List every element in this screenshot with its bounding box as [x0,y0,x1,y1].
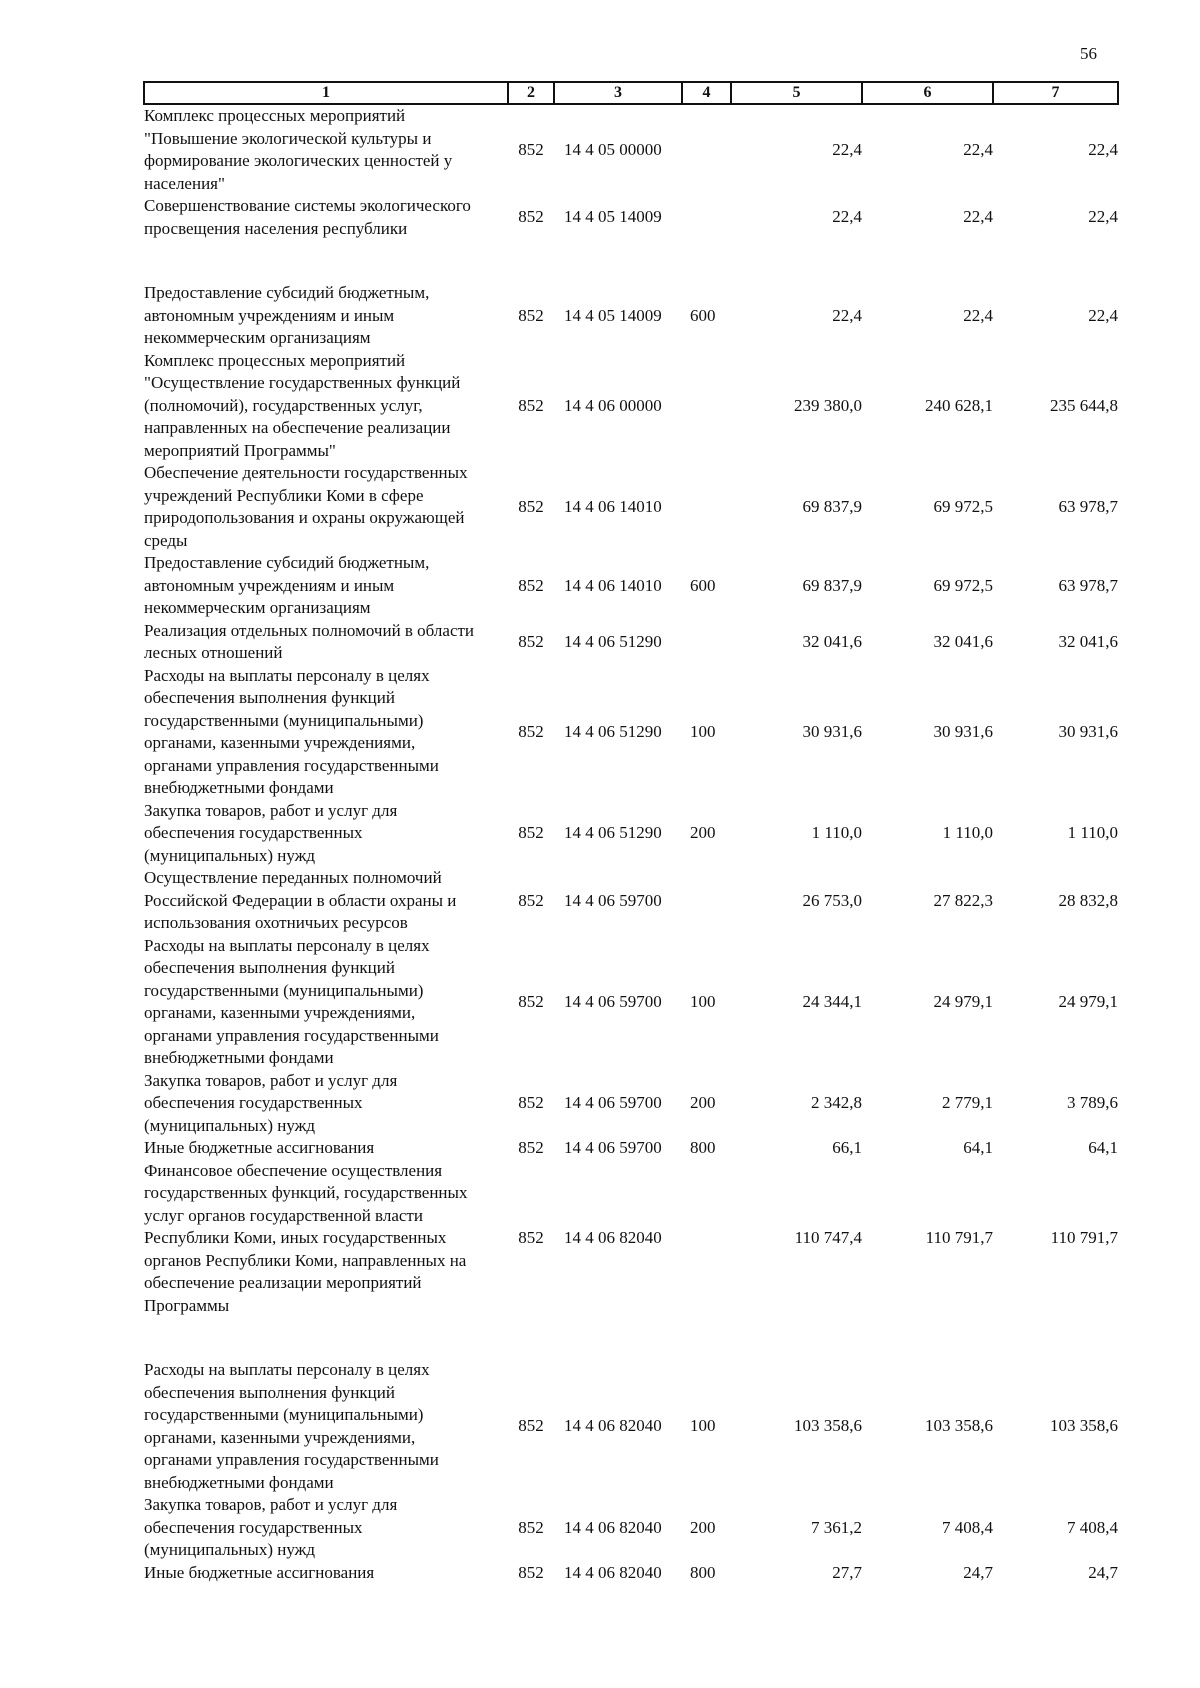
table-row [144,1562,1118,1585]
table-row [144,1137,1118,1160]
amount-col7: 64,1 [1088,1138,1118,1157]
admin-code: 852 [518,139,544,159]
target-article-code: 14 4 06 51290 [564,721,662,741]
amount-col6: 240 628,1 [925,395,993,415]
row-name-line: природопользования и охраны окружающей [144,508,465,527]
row-name-line: Предоставление субсидий бюджетным, [144,283,430,302]
row-name-line: лесных отношений [144,643,283,662]
amount-col5: 24 344,1 [802,991,862,1011]
row-name-line: Расходы на выплаты персоналу в целях [144,935,430,955]
table-row [144,800,1118,868]
amount-col7: 1 110,0 [1067,823,1118,842]
amount-col5: 22,4 [832,305,862,325]
admin-code: 852 [518,305,544,325]
row-name-line: Закупка товаров, работ и услуг для [144,800,398,820]
expense-type-code: 800 [690,1138,716,1157]
expense-type-code [682,350,731,463]
amount-col5: 69 837,9 [802,496,862,516]
table-row [144,867,1118,935]
table-row [144,1160,1118,1360]
amount-col6: 22,4 [963,305,993,325]
row-name-line: обеспечения государственных [144,823,363,842]
amount-col5: 22,4 [832,139,862,159]
row-name-line: Российской Федерации в области охраны и [144,890,457,910]
row-name-line: мероприятий Программы" [144,440,336,460]
row-name-line: государственными (муниципальными) [144,710,424,730]
amount-col7: 235 644,8 [1050,395,1118,415]
row-name-line: внебюджетными фондами [144,778,334,797]
row-name-line: Иные бюджетные ассигнования [144,1562,375,1582]
amount-col6: 110 791,7 [925,1228,993,1247]
amount-col7: 3 789,6 [1067,1093,1118,1112]
amount-col7: 22,4 [1088,207,1118,227]
amount-col5: 103 358,6 [794,1416,862,1436]
row-name-line: органами, казенными учреждениями, [144,733,416,752]
row-name [144,195,508,282]
amount-col5: 69 837,9 [802,575,862,595]
target-article-code: 14 4 06 00000 [564,395,662,415]
row-name [144,282,508,350]
table-row [144,1494,1118,1562]
column-header: 3 [554,82,682,104]
table-row [144,1070,1118,1138]
table-row [144,350,1118,463]
expense-type-code [682,195,731,282]
table-row [144,1359,1118,1494]
target-article-code: 14 4 06 59700 [564,890,662,910]
row-name-line: внебюджетными фондами [144,1472,334,1492]
row-name-line: использования охотничьих ресурсов [144,913,408,932]
target-article-code: 14 4 06 51290 [564,631,662,651]
expense-type-code [682,104,731,195]
column-header: 5 [731,82,862,104]
amount-col5: 30 931,6 [802,721,862,741]
amount-col6: 22,4 [963,207,993,227]
admin-code: 852 [518,1093,544,1112]
amount-col5: 66,1 [832,1138,862,1157]
row-name [144,620,508,665]
table-row [144,462,1118,552]
admin-code: 852 [518,1562,544,1582]
expense-type-code: 200 [690,1517,716,1537]
expense-type-code: 800 [690,1562,716,1582]
row-name-line: Реализация отдельных полномочий в области [144,620,475,640]
amount-col5: 110 747,4 [794,1228,862,1247]
row-name-line: органами, казенными учреждениями, [144,1003,416,1022]
target-article-code: 14 4 05 00000 [564,139,662,159]
row-name-line: Предоставление субсидий бюджетным, [144,553,430,572]
amount-col6: 69 972,5 [933,575,993,595]
row-name-line: "Повышение экологической культуры и [144,128,432,148]
table-row [144,620,1118,665]
admin-code: 852 [518,207,544,227]
target-article-code: 14 4 05 14009 [564,207,662,227]
row-name-line: автономным учреждениям и иным [144,305,395,325]
amount-col6: 27 822,3 [933,890,993,910]
row-name-line: некоммерческим организациям [144,598,371,617]
row-name-line: Комплекс процессных мероприятий [144,106,406,125]
row-name-line: автономным учреждениям и иным [144,575,395,595]
admin-code: 852 [518,991,544,1011]
amount-col6: 69 972,5 [933,496,993,516]
amount-col5: 239 380,0 [794,395,862,415]
row-name [144,462,508,552]
amount-col7: 30 931,6 [1058,721,1118,741]
expense-type-code: 100 [690,1416,716,1436]
row-name-line: Республики Коми, иных государственных [144,1228,447,1247]
amount-col5: 7 361,2 [811,1517,862,1537]
table-body [144,104,1118,1584]
page-number: 56 [1080,44,1097,63]
amount-col7: 24 979,1 [1058,991,1118,1011]
row-name-line: обеспечение реализации мероприятий [144,1273,422,1292]
row-name [144,1494,508,1562]
header-row [144,82,1118,104]
row-name-line: Расходы на выплаты персоналу в целях [144,665,430,685]
row-name [144,935,508,1070]
admin-code: 852 [518,1138,544,1157]
row-name [144,800,508,868]
amount-col5: 27,7 [832,1562,862,1582]
row-name-line: услуг органов государственной власти [144,1205,423,1225]
amount-col7: 24,7 [1088,1562,1118,1582]
expense-type-code: 600 [690,305,716,325]
row-name [144,350,508,463]
expense-type-code [682,867,731,935]
row-name-line: государственных функций, государственных [144,1183,468,1202]
amount-col7: 110 791,7 [1050,1228,1118,1247]
target-article-code: 14 4 06 59700 [564,991,662,1011]
amount-col6: 22,4 [963,139,993,159]
row-name-line: внебюджетными фондами [144,1048,334,1067]
expense-type-code [682,620,731,665]
row-name-line: Комплекс процессных мероприятий [144,350,406,370]
row-name [144,867,508,935]
row-name [144,1137,508,1160]
admin-code: 852 [518,1517,544,1537]
row-name-line: (полномочий), государственных услуг, [144,395,423,415]
amount-col7: 7 408,4 [1067,1517,1118,1537]
admin-code: 852 [518,1416,544,1436]
row-name-line: органами управления государственными [144,1450,439,1469]
admin-code: 852 [518,395,544,415]
target-article-code: 14 4 06 82040 [564,1228,662,1247]
amount-col5: 2 342,8 [811,1093,862,1112]
amount-col5: 26 753,0 [802,890,862,910]
row-name-line: среды [144,530,188,550]
amount-col7: 63 978,7 [1058,575,1118,595]
expense-type-code: 200 [690,823,716,842]
table-row [144,935,1118,1070]
row-name-line: обеспечения государственных [144,1093,363,1112]
amount-col7: 28 832,8 [1058,890,1118,910]
amount-col6: 24 979,1 [933,991,993,1011]
row-name-line: Закупка товаров, работ и услуг для [144,1495,398,1514]
target-article-code: 14 4 06 82040 [564,1562,662,1582]
column-header: 6 [862,82,993,104]
row-name-line: Совершенствование системы экологического [144,196,471,215]
amount-col6: 30 931,6 [933,721,993,741]
row-name-line: государственными (муниципальными) [144,1405,424,1424]
row-name-line: обеспечения выполнения функций [144,1382,395,1402]
row-name-line: Финансовое обеспечение осуществления [144,1160,443,1180]
admin-code: 852 [518,496,544,516]
target-article-code: 14 4 06 59700 [564,1138,662,1157]
target-article-code: 14 4 05 14009 [564,305,662,325]
row-name-line: населения" [144,173,225,193]
row-name [144,104,508,195]
amount-col6: 24,7 [963,1562,993,1582]
row-name-line: обеспечения выполнения функций [144,688,395,707]
target-article-code: 14 4 06 82040 [564,1416,662,1436]
expense-type-code: 600 [690,575,716,595]
row-name-line: обеспечения государственных [144,1517,363,1537]
row-name-line: направленных на обеспечение реализации [144,418,451,437]
admin-code: 852 [518,1228,544,1247]
budget-table [143,81,1119,1584]
row-name [144,1562,508,1585]
expense-type-code [682,1160,731,1360]
row-name-line: органами, казенными учреждениями, [144,1427,416,1447]
amount-col6: 64,1 [963,1138,993,1157]
row-name-line: органами управления государственными [144,1025,439,1045]
row-name-line: некоммерческим организациям [144,328,371,347]
row-name-line: формирование экологических ценностей у [144,151,453,170]
row-name-line: просвещения населения республики [144,218,408,238]
amount-col7: 22,4 [1088,305,1118,325]
column-header: 1 [144,82,508,104]
table-row [144,552,1118,620]
amount-col6: 1 110,0 [942,823,993,842]
admin-code: 852 [518,631,544,651]
row-name-line: обеспечения выполнения функций [144,958,395,977]
target-article-code: 14 4 06 59700 [564,1093,662,1112]
target-article-code: 14 4 06 51290 [564,823,662,842]
expense-type-code: 100 [690,721,716,741]
row-name-line: Закупка товаров, работ и услуг для [144,1070,398,1090]
column-header: 7 [993,82,1118,104]
row-name [144,1160,508,1360]
row-name-line: Обеспечение деятельности государственных [144,463,468,482]
row-name [144,552,508,620]
column-header: 4 [682,82,731,104]
target-article-code: 14 4 06 14010 [564,496,662,516]
amount-col6: 103 358,6 [925,1416,993,1436]
amount-col7: 103 358,6 [1050,1416,1118,1436]
row-name-line: "Осуществление государственных функций [144,373,461,392]
expense-type-code: 100 [690,991,716,1011]
column-header: 2 [508,82,554,104]
amount-col5: 22,4 [832,207,862,227]
expense-type-code [682,462,731,552]
row-name-line: Расходы на выплаты персоналу в целях [144,1360,430,1379]
amount-col7: 32 041,6 [1058,631,1118,651]
amount-col6: 2 779,1 [942,1093,993,1112]
table-row [144,195,1118,282]
row-name-line: органов Республики Коми, направленных на [144,1250,467,1270]
admin-code: 852 [518,890,544,910]
amount-col5: 32 041,6 [802,631,862,651]
amount-col7: 63 978,7 [1058,496,1118,516]
table-row [144,282,1118,350]
admin-code: 852 [518,721,544,741]
table-row [144,104,1118,195]
amount-col6: 32 041,6 [933,631,993,651]
row-name-line: (муниципальных) нужд [144,845,316,865]
row-name [144,1070,508,1138]
expense-type-code: 200 [690,1093,716,1112]
row-name-line: органами управления государственными [144,755,439,775]
target-article-code: 14 4 06 82040 [564,1517,662,1537]
amount-col6: 7 408,4 [942,1517,993,1537]
admin-code: 852 [518,575,544,595]
row-name [144,665,508,800]
row-name-line: (муниципальных) нужд [144,1540,316,1559]
admin-code: 852 [518,823,544,842]
row-name-line: Осуществление переданных полномочий [144,868,442,887]
table-row [144,665,1118,800]
amount-col7: 22,4 [1088,139,1118,159]
amount-col5: 1 110,0 [811,823,862,842]
row-name-line: учреждений Республики Коми в сфере [144,485,424,505]
row-name-line: Иные бюджетные ассигнования [144,1138,375,1157]
row-name-line: государственными (муниципальными) [144,980,424,1000]
target-article-code: 14 4 06 14010 [564,575,662,595]
row-name-line: Программы [144,1295,230,1315]
row-name-line: (муниципальных) нужд [144,1115,316,1135]
row-name [144,1359,508,1494]
